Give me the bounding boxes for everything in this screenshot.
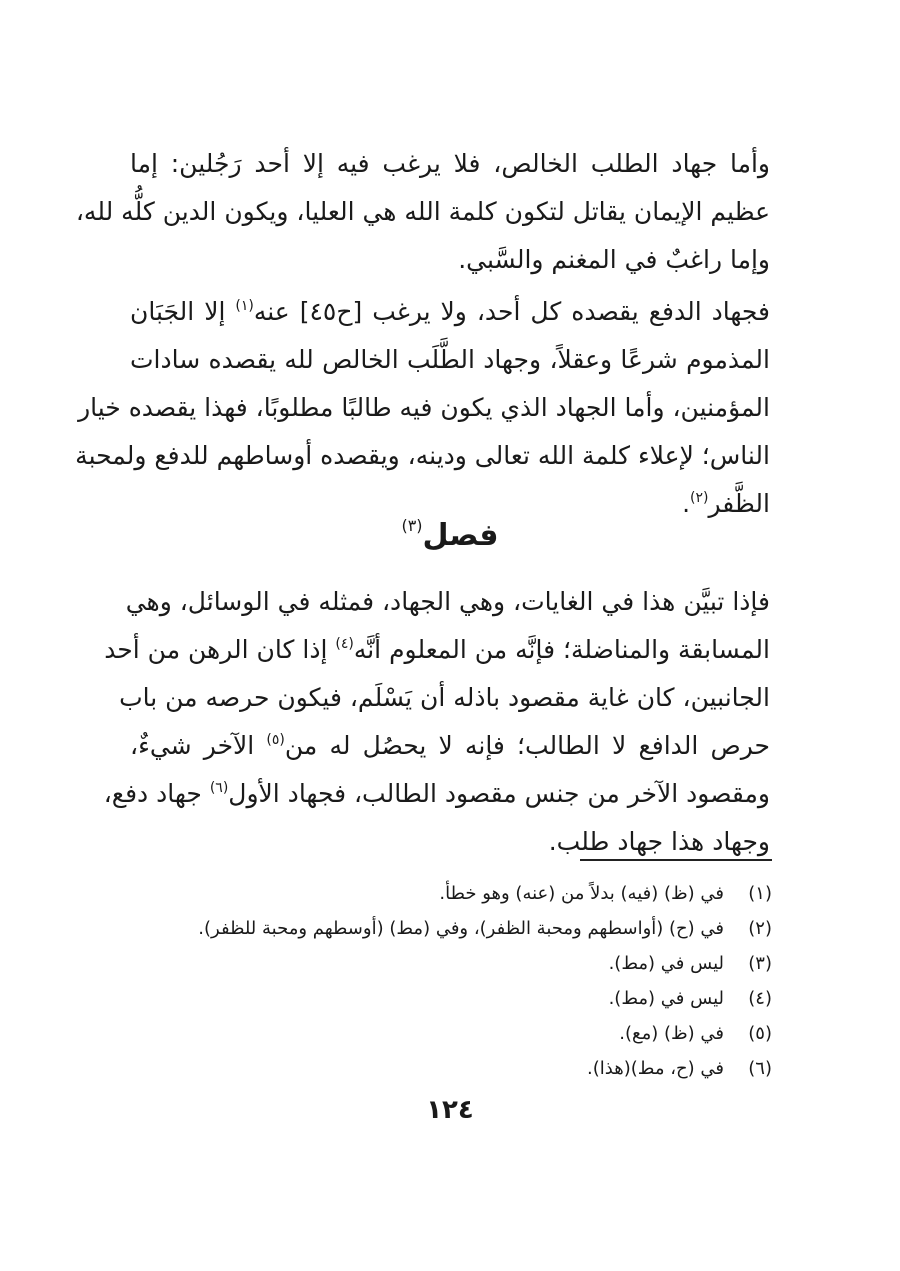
footnote-number: (٥) bbox=[748, 1023, 772, 1044]
text-segment: حرص الدافع لا الطالب؛ فإنه لا يحصُل له من bbox=[284, 731, 770, 760]
footnote-separator bbox=[580, 859, 772, 861]
paragraph-line: الجانبين، كان غاية مقصود باذله أن يَسْلَم، فيكون حرصه من باب bbox=[119, 683, 770, 712]
paragraph-3 bbox=[103, 578, 770, 866]
paragraph-line bbox=[103, 770, 770, 818]
footnote bbox=[130, 1016, 772, 1051]
paragraph-line bbox=[130, 722, 770, 770]
footnote-text: ليس في (مط). bbox=[608, 988, 724, 1009]
footnote-text: في (ظ) (فيه) بدلاً من (عنه) وهو خطأ. bbox=[439, 883, 724, 904]
paragraph-line: المؤمنين، وأما الجهاد الذي يكون فيه طالبًا مطلوبًا، فهذا يقصده خيار bbox=[78, 393, 770, 422]
footnote-text: في (ح) (أواسطهم ومحبة الظفر)، وفي (مط) (أوسطهم ومحبة للظفر). bbox=[198, 918, 724, 939]
paragraph-line: وجهاد هذا جهاد طلب. bbox=[548, 827, 770, 856]
heading-text: فصل bbox=[422, 518, 499, 553]
page-number: ١٢٤ bbox=[426, 1095, 474, 1125]
text-segment: إلا الجَبَان bbox=[130, 297, 236, 326]
paragraph-line: فإذا تبيَّن هذا في الغايات، وهي الجهاد، فمثله في الوسائل، وهي bbox=[125, 587, 770, 616]
footnote-text: ليس في (مط). bbox=[608, 953, 724, 974]
text-segment: . bbox=[682, 489, 691, 518]
footnote bbox=[130, 1051, 772, 1086]
footnote bbox=[130, 911, 772, 946]
footnote bbox=[130, 876, 772, 911]
paragraph-line: وأما جهاد الطلب الخالص، فلا يرغب فيه إلا أحد رَجُلين: إما bbox=[130, 149, 770, 178]
section-heading bbox=[0, 508, 900, 564]
text-segment: الظَّفر bbox=[708, 489, 770, 518]
paragraph-1 bbox=[75, 140, 770, 284]
paragraph-line: الناس؛ لإعلاء كلمة الله تعالى ودينه، ويقصده أوساطهم للدفع ولمحبة bbox=[75, 441, 770, 470]
paragraph-line: وإما راغبٌ في المغنم والسَّبي. bbox=[458, 245, 770, 274]
footnote-text: في (ظ) (مع). bbox=[619, 1023, 724, 1044]
footnote-number: (٤) bbox=[748, 988, 772, 1009]
footnote-number: (٣) bbox=[748, 953, 772, 974]
footnote-ref: (١) bbox=[235, 298, 254, 314]
footnotes bbox=[130, 876, 772, 1086]
paragraph-line: عظيم الإيمان يقاتل لتكون كلمة الله هي العليا، ويكون الدين كلُّه لله، bbox=[75, 197, 770, 226]
paragraph-line: المذموم شرعًا وعقلاً، وجهاد الطَّلَب الخالص لله يقصده سادات bbox=[130, 345, 770, 374]
paragraph-2 bbox=[75, 288, 770, 528]
text-segment: إذا كان الرهن من أحد bbox=[104, 635, 336, 664]
paragraph-line bbox=[130, 288, 770, 336]
footnote bbox=[130, 946, 772, 981]
text-segment: الآخر شيءٌ، bbox=[130, 731, 267, 760]
footnote-ref: (٥) bbox=[266, 732, 285, 748]
footnote-ref: (٣) bbox=[401, 516, 423, 535]
footnote-number: (٦) bbox=[748, 1058, 772, 1079]
footnote-ref: (٢) bbox=[690, 490, 709, 506]
text-segment: فجهاد الدفع يقصده كل أحد، ولا يرغب [ح٤٥] عنه bbox=[253, 297, 770, 326]
footnote-ref: (٦) bbox=[209, 780, 229, 796]
paragraph-line bbox=[104, 626, 770, 674]
footnote-number: (١) bbox=[748, 883, 772, 904]
text-segment: جهاد دفع، bbox=[103, 779, 210, 808]
footnote bbox=[130, 981, 772, 1016]
footnote-text: في (ح، مط)(هذا). bbox=[587, 1058, 724, 1079]
text-segment: ومقصود الآخر من جنس مقصود الطالب، فجهاد الأول bbox=[228, 779, 770, 808]
footnote-number: (٢) bbox=[748, 918, 772, 939]
footnote-ref: (٤) bbox=[335, 636, 354, 652]
text-segment: المسابقة والمناضلة؛ فإنَّه من المعلوم أنَّه bbox=[353, 635, 770, 664]
